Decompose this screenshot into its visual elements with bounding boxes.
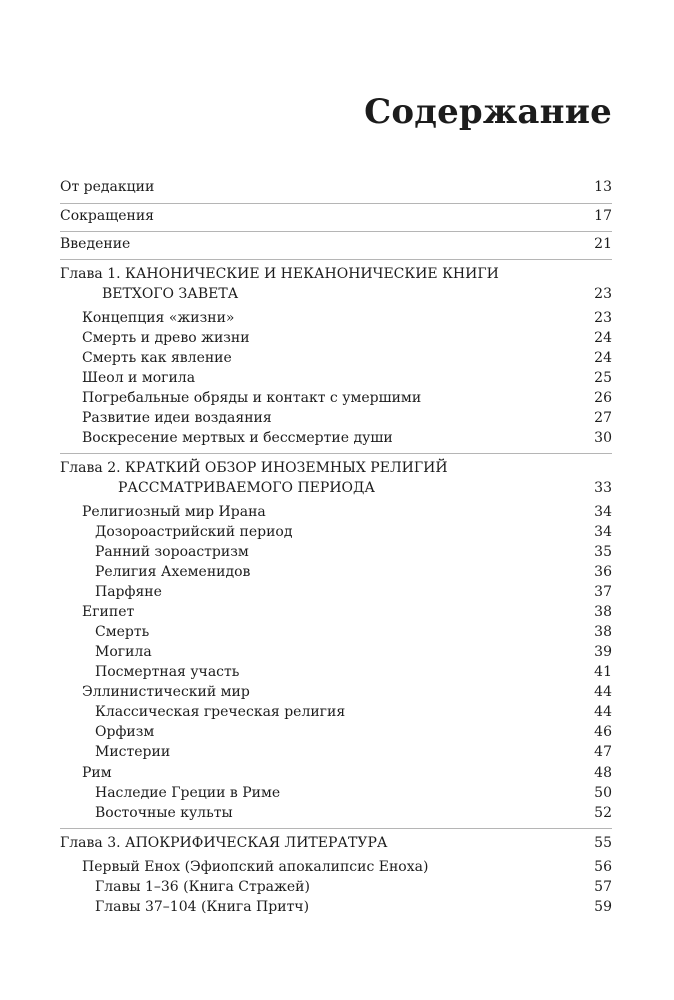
toc-entry-label: Дозороастрийский период (95, 524, 293, 540)
toc-entry-page: 30 (594, 430, 612, 446)
toc-entry-page: 39 (594, 644, 612, 660)
toc-entry[interactable] (82, 369, 612, 387)
toc-entry[interactable] (95, 723, 612, 741)
toc-entry[interactable] (82, 683, 612, 701)
toc-entry-label: Египет (82, 604, 135, 620)
toc-entry-label: Эллинистический мир (82, 684, 250, 700)
toc-entry-page: 34 (594, 524, 612, 540)
toc-entry-page: 24 (594, 330, 612, 346)
toc-entry[interactable] (95, 543, 612, 561)
toc-entry-label: Введение (60, 236, 131, 252)
toc-entry-page: 25 (594, 370, 612, 386)
toc-entry-page: 47 (594, 744, 612, 760)
toc-entry[interactable] (95, 743, 612, 761)
toc-chapter[interactable] (60, 834, 612, 852)
toc-entry[interactable] (82, 764, 612, 782)
toc-entry-label: Наследие Греции в Риме (95, 785, 281, 801)
toc-entry-label: Рим (82, 765, 112, 781)
divider (60, 828, 612, 829)
divider (60, 231, 612, 232)
toc-entry[interactable] (95, 643, 612, 661)
toc-entry[interactable] (95, 878, 612, 896)
toc-entry-label: Религиозный мир Ирана (82, 504, 266, 520)
toc-entry-page: 35 (594, 544, 612, 560)
toc-entry[interactable] (95, 804, 612, 822)
toc-entry-label: Мистерии (95, 744, 171, 760)
toc-entry-label: Главы 1–36 (Книга Стражей) (95, 879, 310, 895)
toc-entry-page: 57 (594, 879, 612, 895)
toc-entry-label: Религия Ахеменидов (95, 564, 251, 580)
toc-entry-label: Могила (95, 644, 152, 660)
toc-entry[interactable] (95, 563, 612, 581)
toc-entry-label: Сокращения (60, 208, 154, 224)
divider (60, 259, 612, 260)
toc-entry-page: 48 (594, 765, 612, 781)
toc-entry-label: Главы 37–104 (Книга Притч) (95, 899, 310, 915)
toc-entry[interactable] (82, 429, 612, 447)
toc-entry-page: 27 (594, 410, 612, 426)
toc-entry-page: 44 (594, 684, 612, 700)
toc-entry-label: Смерть как явление (82, 350, 232, 366)
toc-chapter[interactable] (60, 265, 612, 283)
toc-entry-page: 46 (594, 724, 612, 740)
toc-entry-label: Глава 3. АПОКРИФИЧЕСКАЯ ЛИТЕРАТУРА (60, 835, 388, 851)
toc-entry[interactable] (82, 503, 612, 521)
toc-entry[interactable] (60, 235, 612, 253)
toc-entry-label: Воскресение мертвых и бессмертие души (82, 430, 393, 446)
toc-entry-page: 55 (594, 835, 612, 851)
toc-chapter-title-line1: Глава 2. КРАТКИЙ ОБЗОР ИНОЗЕМНЫХ РЕЛИГИЙ (60, 460, 448, 476)
toc-entry-page: 36 (594, 564, 612, 580)
toc-entry-page: 56 (594, 859, 612, 875)
toc-entry-page: 24 (594, 350, 612, 366)
toc-entry-label: Концепция «жизни» (82, 310, 235, 326)
toc-chapter-continued[interactable] (118, 479, 612, 497)
toc-entry-page: 33 (594, 480, 612, 496)
toc-entry-page: 23 (594, 286, 612, 302)
toc-entry[interactable] (95, 898, 612, 916)
toc-entry-label: Развитие идеи воздаяния (82, 410, 272, 426)
toc-entry[interactable] (82, 349, 612, 367)
toc-entry[interactable] (82, 389, 612, 407)
toc-chapter-continued[interactable] (102, 285, 612, 303)
toc-entry[interactable] (82, 858, 612, 876)
toc-entry[interactable] (95, 703, 612, 721)
toc-entry[interactable] (95, 583, 612, 601)
toc-entry-page: 21 (594, 236, 612, 252)
divider (60, 453, 612, 454)
toc-entry[interactable] (60, 207, 612, 225)
toc-entry-label: Ранний зороастризм (95, 544, 249, 560)
toc-entry-label: Смерть и древо жизни (82, 330, 250, 346)
toc-entry-page: 17 (594, 208, 612, 224)
toc-entry[interactable] (95, 663, 612, 681)
toc-entry-page: 23 (594, 310, 612, 326)
toc-entry-label: Орфизм (95, 724, 155, 740)
toc-entry-page: 59 (594, 899, 612, 915)
toc-entry-label: Первый Енох (Эфиопский апокалипсис Еноха) (82, 859, 429, 875)
toc-entry[interactable] (60, 178, 612, 196)
toc-entry-page: 38 (594, 624, 612, 640)
toc-entry[interactable] (82, 309, 612, 327)
toc-entry[interactable] (82, 409, 612, 427)
toc-entry-page: 26 (594, 390, 612, 406)
toc-entry-label: От редакции (60, 179, 155, 195)
toc-entry-label: Погребальные обряды и контакт с умершими (82, 390, 422, 406)
toc-entry-page: 41 (594, 664, 612, 680)
toc-entry-page: 13 (594, 179, 612, 195)
toc-entry-page: 50 (594, 785, 612, 801)
toc-entry-label: Классическая греческая религия (95, 704, 346, 720)
toc-entry-label: Смерть (95, 624, 150, 640)
toc-entry-label: Шеол и могила (82, 370, 196, 386)
toc-entry-label: Посмертная участь (95, 664, 240, 680)
toc-entry-page: 37 (594, 584, 612, 600)
toc-entry[interactable] (95, 523, 612, 541)
toc-entry-label: Парфяне (95, 584, 162, 600)
toc-entry-page: 44 (594, 704, 612, 720)
toc-entry-page: 34 (594, 504, 612, 520)
toc-chapter-title-line1: Глава 1. КАНОНИЧЕСКИЕ И НЕКАНОНИЧЕСКИЕ КНИГИ (60, 266, 499, 282)
toc-entry[interactable] (82, 329, 612, 347)
toc-entry[interactable] (95, 623, 612, 641)
toc-chapter-title-line2: РАССМАТРИВАЕМОГО ПЕРИОДА (118, 480, 375, 496)
page-title: Содержание (364, 92, 612, 132)
toc-entry-label: Восточные культы (95, 805, 233, 821)
toc-entry[interactable] (82, 603, 612, 621)
toc-chapter[interactable] (60, 459, 612, 477)
toc-entry-page: 52 (594, 805, 612, 821)
divider (60, 203, 612, 204)
toc-entry[interactable] (95, 784, 612, 802)
toc-entry-page: 38 (594, 604, 612, 620)
toc-chapter-title-line2: ВЕТХОГО ЗАВЕТА (102, 286, 239, 302)
